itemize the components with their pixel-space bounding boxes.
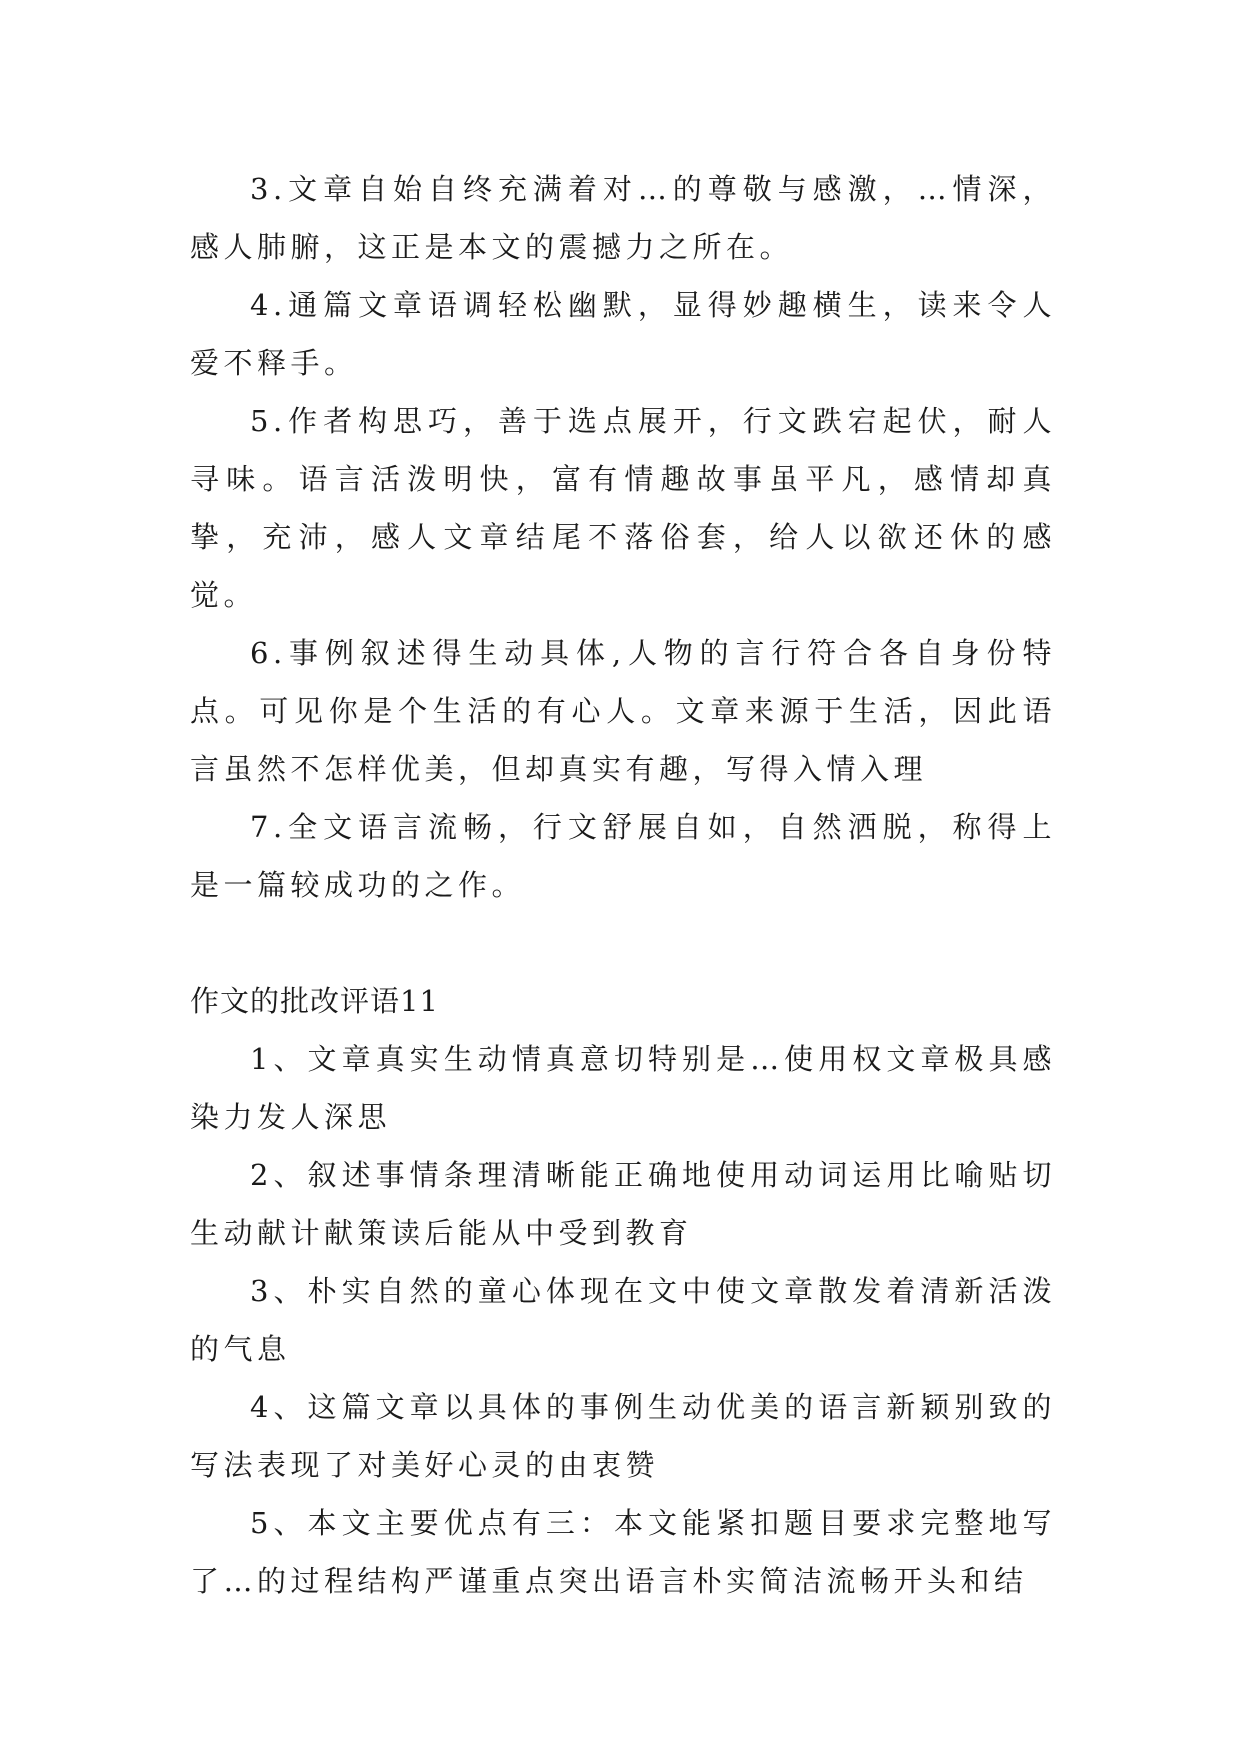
paragraph-4: 4.通篇文章语调轻松幽默，显得妙趣横生，读来令人爱不释手。 [190,288,1056,380]
section-gap [190,914,1056,972]
comment-item-4: 4、这篇文章以具体的事例生动优美的语言新颖别致的写法表现了对美好心灵的由衷赞 [190,1390,1056,1482]
comment-item-1: 1、文章真实生动情真意切特别是…使用权文章极具感染力发人深思 [190,1042,1056,1134]
paragraph-6: 6.事例叙述得生动具体,人物的言行符合各自身份特点。可见你是个生活的有心人。文章来源于生活，因此语言虽然不怎样优美，但却真实有趣，写得入情入理 [190,636,1056,786]
comment-item-2: 2、叙述事情条理清晰能正确地使用动词运用比喻贴切生动献计献策读后能从中受到教育 [190,1158,1056,1250]
paragraph-3: 3.文章自始自终充满着对…的尊敬与感激，…情深，感人肺腑，这正是本文的震撼力之所在。 [190,172,1056,264]
comment-item-3: 3、朴实自然的童心体现在文中使文章散发着清新活泼的气息 [190,1274,1056,1366]
document-page [190,160,1056,1610]
paragraph-5: 5.作者构思巧，善于选点展开，行文跌宕起伏，耐人寻味。语言活泼明快，富有情趣故事虽平凡，感情却真挚，充沛，感人文章结尾不落俗套，给人以欲还休的感觉。 [190,404,1056,612]
paragraph-7: 7.全文语言流畅，行文舒展自如，自然洒脱，称得上是一篇较成功的之作。 [190,810,1056,902]
section-heading: 作文的批改评语11 [190,984,439,1018]
comment-item-5: 5、本文主要优点有三：本文能紧扣题目要求完整地写了…的过程结构严谨重点突出语言朴实简洁流畅开头和结 [190,1506,1056,1598]
